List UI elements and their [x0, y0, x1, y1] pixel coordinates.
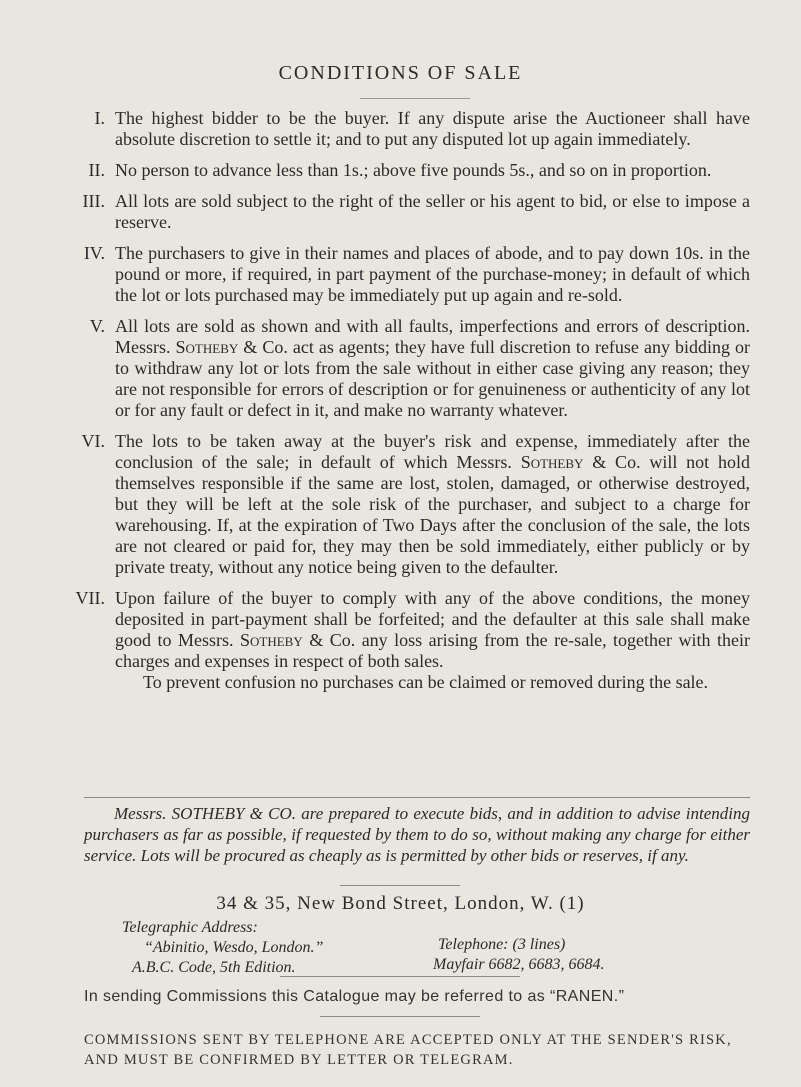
street-address: 34 & 35, New Bond Street, London, W. (1): [216, 893, 585, 914]
condition-text: [115, 431, 750, 578]
telephone-block: [433, 935, 605, 975]
condition-item: [50, 243, 750, 306]
firm-name: Sotheby: [239, 630, 303, 650]
condition-item: [50, 191, 750, 233]
condition-text-part: Upon failure of the buyer to comply with any of the above conditions, the money deposited in part-payment shall be forfeited; and the defaulter at this sale shall make good to Messrs.: [115, 588, 750, 650]
condition-text-part: & Co. will not hold themselves responsible if the same are lost, stolen, damaged, or otherwise destroyed, but they will be left at the sole risk of the purchaser, and subject to a charge for warehousing. If, at the expiration of Two Days after the conclusion of the sale, the lots are not cleared or paid for, they may then be sold immediately, either publicly or by private treaty, without any notice being given to the defaulter.: [115, 452, 750, 577]
telephone-label: Telephone: (3 lines): [438, 936, 566, 953]
condition-text: No person to advance less than 1s.; above five pounds 5s., and so on in proportion.: [115, 160, 712, 180]
condition-numeral: IV.: [83, 243, 105, 263]
condition-item: [50, 316, 750, 421]
condition-text: The highest bidder to be the buyer. If any dispute arise the Auctioneer shall have absolute discretion to settle it; and to put any disputed lot up again immediately.: [115, 108, 750, 149]
condition-text-part: All lots are sold as shown and with all faults, imperfections and errors of description. Messrs.: [115, 316, 750, 357]
page-title: CONDITIONS OF SALE: [278, 62, 523, 84]
short-rule: [340, 885, 460, 886]
conditions-list: [50, 108, 750, 703]
firm-name: Sotheby: [175, 337, 239, 357]
condition-numeral: VI.: [81, 431, 105, 451]
commissions-note: In sending Commissions this Catalogue may be referred to as “RANEN.”: [84, 988, 625, 1005]
condition-numeral: VII.: [75, 588, 105, 608]
condition-item: [50, 108, 750, 150]
bids-notice: Messrs. SOTHEBY & CO. are prepared to execute bids, and in addition to advise intending purchasers as far as possible, if requested by them to do so, without making any charge for either service. Lots will be procured as cheaply as is permitted by other bids or reserves, if any.: [84, 804, 750, 865]
telegraphic-address: “Abinitio, Wesdo, London.”: [144, 939, 324, 956]
condition-item: [50, 588, 750, 693]
condition-text: [115, 588, 750, 672]
abc-code: A.B.C. Code, 5th Edition.: [132, 959, 296, 976]
condition-item: [50, 431, 750, 578]
section-rule: [84, 797, 750, 798]
telegraphic-label: Telegraphic Address:: [122, 919, 258, 936]
condition-numeral: I.: [94, 108, 105, 128]
telegraphic-block: [122, 918, 323, 978]
short-rule: [320, 1016, 480, 1017]
condition-numeral: II.: [88, 160, 105, 180]
footer-note: COMMISSIONS SENT BY TELEPHONE ARE ACCEPTED ONLY AT THE SENDER'S RISK, AND MUST BE CONFIRMED BY LETTER OR TELEGRAM.: [84, 1032, 732, 1068]
title-rule: [360, 98, 470, 99]
telephone-numbers: Mayfair 6682, 6683, 6684.: [433, 956, 605, 973]
condition-text-part: & Co. any loss arising from the re-sale, together with their charges and expenses in respect of both sales.: [115, 630, 750, 671]
condition-item: [50, 160, 750, 181]
condition-numeral: V.: [89, 316, 105, 336]
condition-numeral: III.: [82, 191, 105, 211]
condition-text-part: The lots to be taken away at the buyer's risk and expense, immediately after the conclusion of the sale; in default of which Messrs.: [115, 431, 750, 472]
short-rule: [280, 976, 520, 977]
firm-name: Sotheby: [520, 452, 584, 472]
condition-text: All lots are sold subject to the right of the seller or his agent to bid, or else to impose a reserve.: [115, 191, 750, 232]
condition-text: [115, 316, 750, 421]
condition-extra-text: To prevent confusion no purchases can be claimed or removed during the sale.: [143, 672, 709, 692]
condition-text-part: & Co. act as agents; they have full discretion to refuse any bidding or to withdraw any lot or lots from the sale without in either case giving any reason; they are not responsible for errors of description or for genuineness or authenticity of any lot or for any fault or defect in it, and make no warranty whatever.: [115, 337, 750, 420]
condition-text: The purchasers to give in their names and places of abode, and to pay down 10s. in the pound or more, if required, in part payment of the purchase-money; in default of which the lot or lots purchased may be immediately put up again and re-sold.: [115, 243, 750, 305]
